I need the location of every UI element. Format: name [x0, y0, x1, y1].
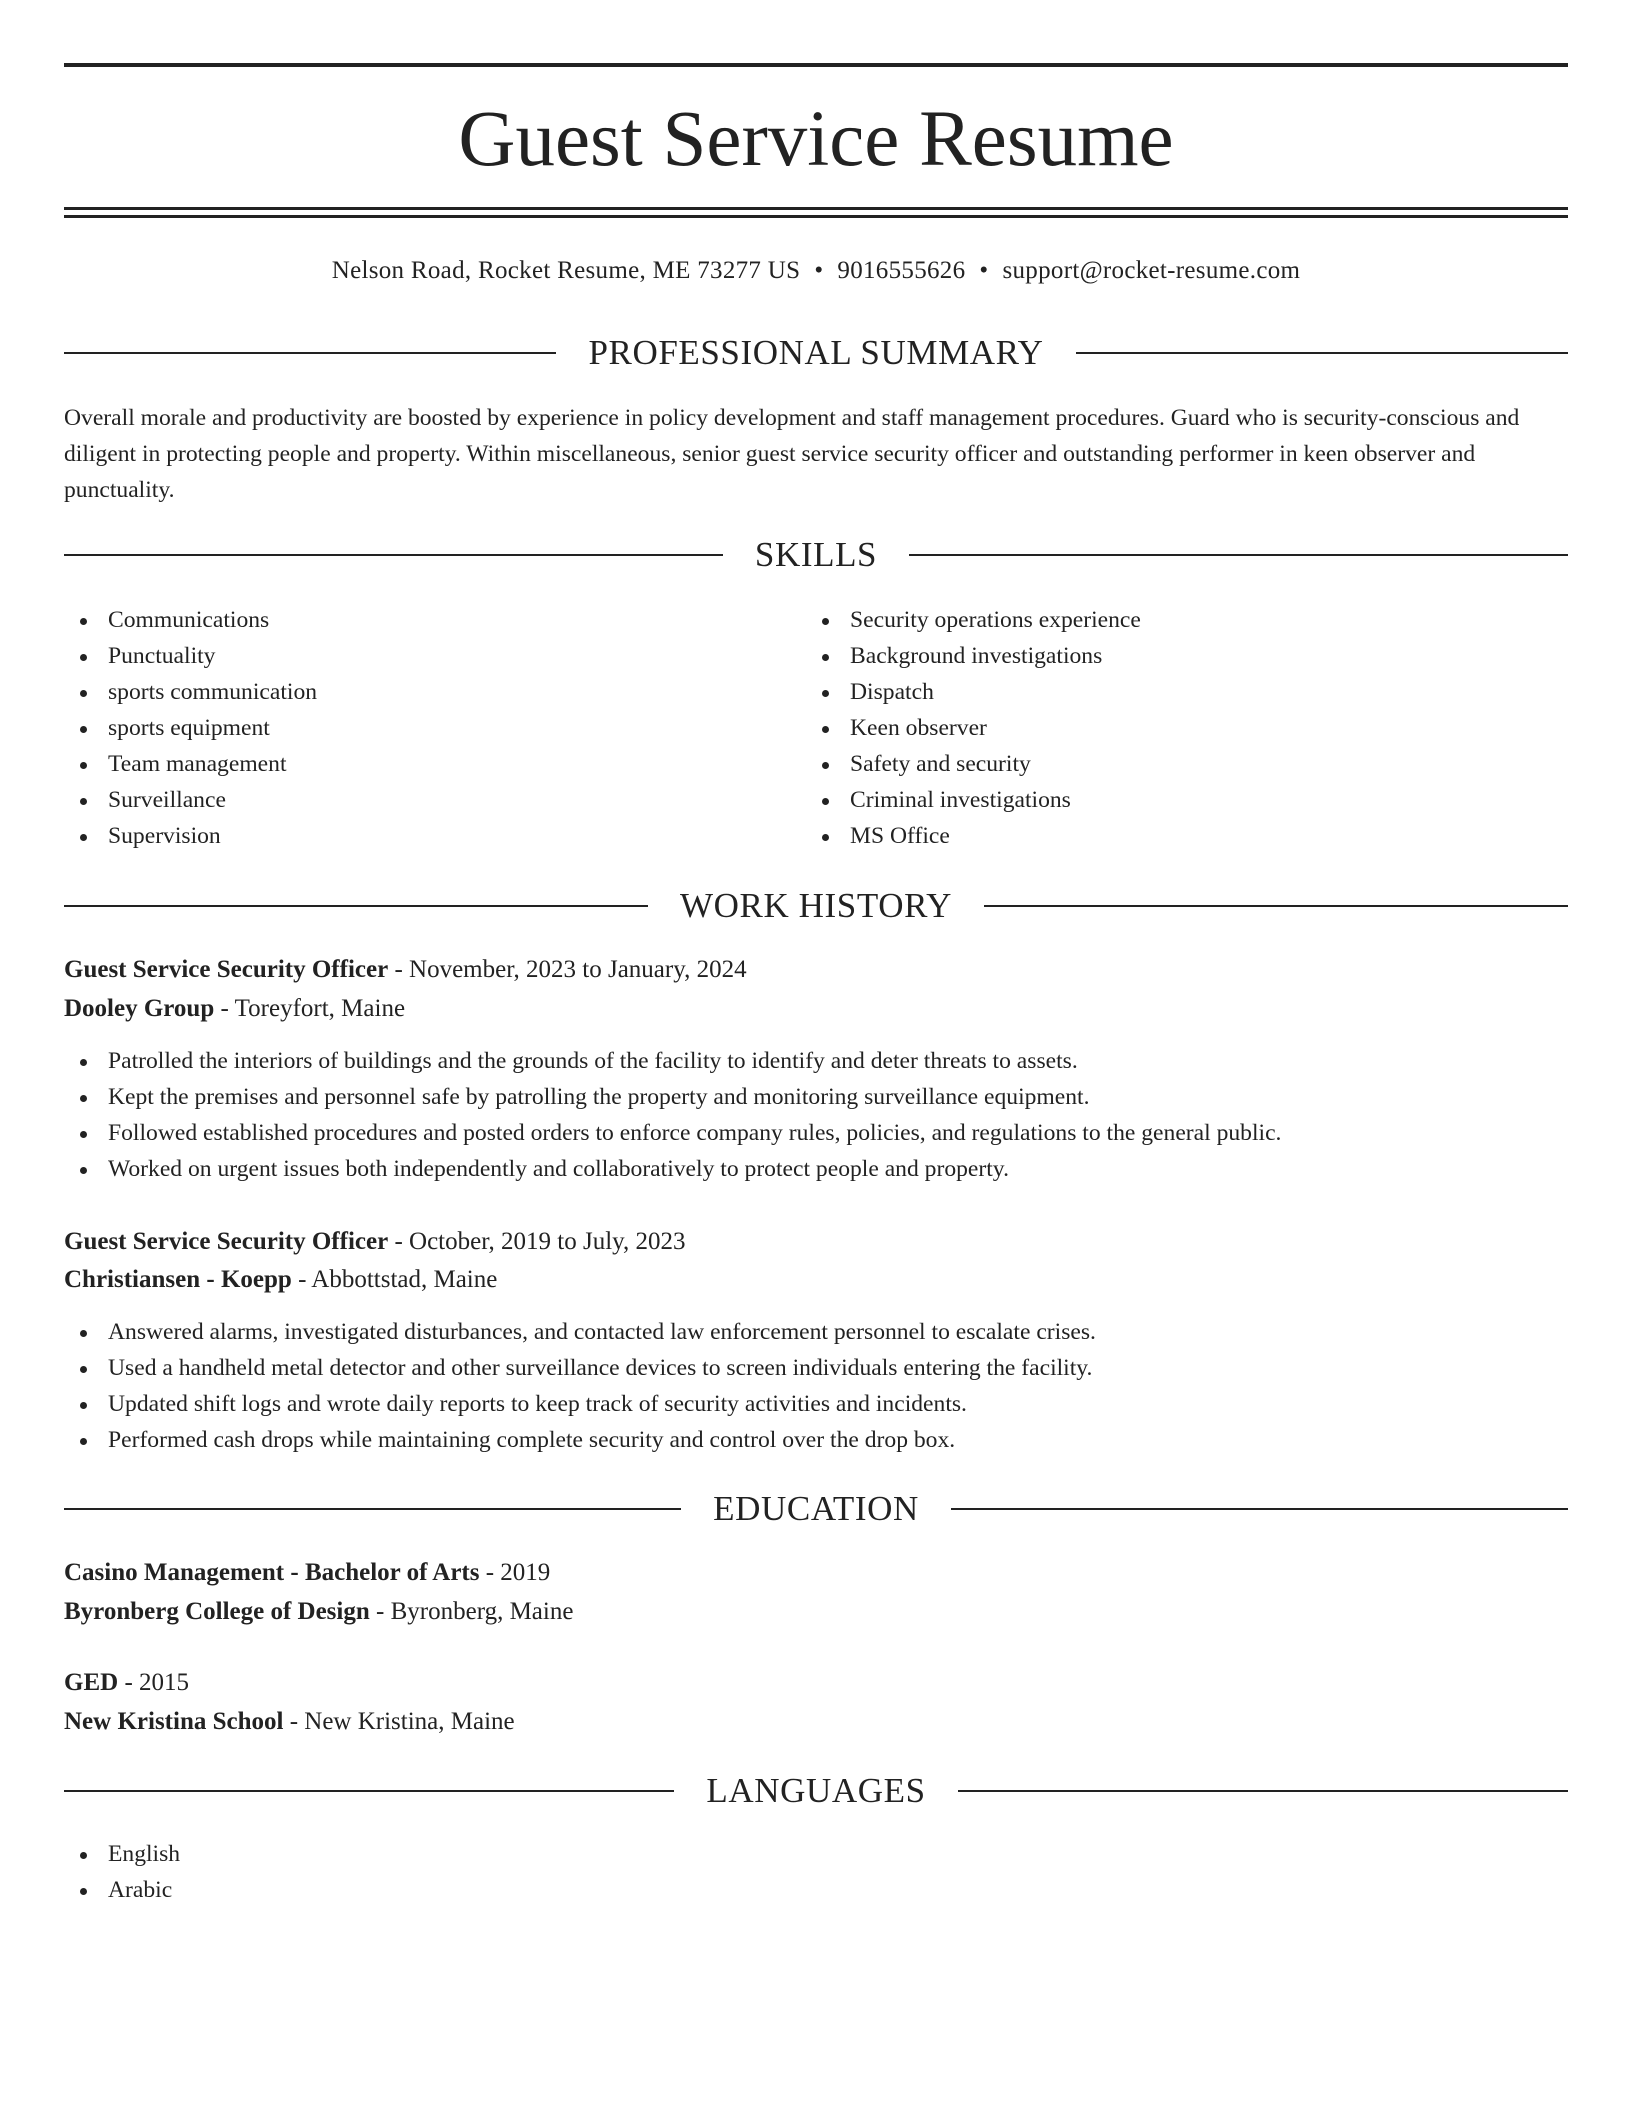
- job-title: Guest Service Security Officer: [64, 956, 389, 983]
- skill-item: Communications: [64, 602, 317, 638]
- heading-rule: [64, 554, 723, 556]
- education-year: 2019: [500, 1559, 551, 1586]
- education-school-line: New Kristina School - New Kristina, Maine: [64, 1708, 515, 1735]
- skills-heading-label: SKILLS: [754, 535, 878, 574]
- skill-item: sports communication: [64, 674, 317, 710]
- job-company-line: Christiansen - Koepp - Abbottstad, Maine: [64, 1266, 498, 1293]
- job-title-line: Guest Service Security Officer - October, 2019 to July, 2023: [64, 1228, 686, 1255]
- heading-rule: [1076, 352, 1568, 354]
- job-company-line: Dooley Group - Toreyfort, Maine: [64, 995, 406, 1022]
- contact-phone: 9016555626: [837, 257, 966, 284]
- job-title: Guest Service Security Officer: [64, 1228, 389, 1255]
- summary-heading-label: PROFESSIONAL SUMMARY: [588, 333, 1044, 372]
- job-location: Toreyfort, Maine: [234, 995, 406, 1022]
- job-title-line: Guest Service Security Officer - November, 2023 to January, 2024: [64, 956, 747, 983]
- heading-rule: [909, 554, 1568, 556]
- job-bullet: Used a handheld metal detector and other surveillance devices to screen individuals entering the facility.: [64, 1350, 1096, 1386]
- title-double-rule-upper: [64, 207, 1568, 210]
- job-bullets: [64, 1314, 1096, 1458]
- job-company: Dooley Group: [64, 995, 215, 1022]
- job-bullet: Updated shift logs and wrote daily reports to keep track of security activities and incidents.: [64, 1386, 1096, 1422]
- education-year: 2015: [139, 1669, 190, 1696]
- contact-separator: •: [814, 257, 824, 284]
- heading-rule: [984, 905, 1568, 907]
- education-degree-line: GED - 2015: [64, 1669, 190, 1696]
- job-bullet: Patrolled the interiors of buildings and the grounds of the facility to identify and deter threats to assets.: [64, 1043, 1281, 1079]
- job-bullet: Followed established procedures and posted orders to enforce company rules, policies, and regulations to the general public.: [64, 1115, 1281, 1151]
- languages-heading: [64, 1768, 1568, 1814]
- top-rule: [64, 63, 1568, 67]
- education-heading: [64, 1486, 1568, 1532]
- summary-text: Overall morale and productivity are boosted by experience in policy development and staff management procedures. Guard who is security-conscious and diligent in protecting people and property. Within miscellaneous, senior guest service security officer and outstanding performer in keen observer and punctuality.: [64, 405, 1520, 503]
- skill-item: Team management: [64, 746, 317, 782]
- contact-separator: •: [979, 257, 989, 284]
- skill-item: Keen observer: [806, 710, 1141, 746]
- heading-rule: [951, 1508, 1568, 1510]
- job-dates: October, 2019 to July, 2023: [409, 1228, 686, 1255]
- summary-heading: [64, 330, 1568, 376]
- work-heading-label: WORK HISTORY: [680, 886, 952, 925]
- job-bullet: Performed cash drops while maintaining complete security and control over the drop box.: [64, 1422, 1096, 1458]
- languages-list: [64, 1836, 180, 1908]
- heading-rule: [64, 352, 556, 354]
- skill-item: Criminal investigations: [806, 782, 1141, 818]
- languages-heading-label: LANGUAGES: [706, 1771, 926, 1810]
- heading-rule: [64, 905, 648, 907]
- skills-list-right: [806, 602, 1141, 854]
- skill-item: sports equipment: [64, 710, 317, 746]
- job-bullet: Answered alarms, investigated disturbances, and contacted law enforcement personnel to escalate crises.: [64, 1314, 1096, 1350]
- heading-rule: [64, 1508, 681, 1510]
- education-degree: GED: [64, 1669, 119, 1696]
- skill-item: Safety and security: [806, 746, 1141, 782]
- skills-heading: [64, 532, 1568, 578]
- education-location: Byronberg, Maine: [390, 1598, 574, 1625]
- education-school: Byronberg College of Design: [64, 1598, 370, 1625]
- language-item: Arabic: [64, 1872, 180, 1908]
- heading-rule: [958, 1790, 1568, 1792]
- education-heading-label: EDUCATION: [713, 1489, 919, 1528]
- skill-item: Background investigations: [806, 638, 1141, 674]
- skills-list-left: [64, 602, 317, 854]
- education-school: New Kristina School: [64, 1708, 284, 1735]
- job-dates: November, 2023 to January, 2024: [409, 956, 747, 983]
- job-company: Christiansen - Koepp: [64, 1266, 292, 1293]
- education-location: New Kristina, Maine: [304, 1708, 515, 1735]
- education-degree-line: Casino Management - Bachelor of Arts - 2019: [64, 1559, 551, 1586]
- skill-item: Surveillance: [64, 782, 317, 818]
- resume-title: Guest Service Resume: [458, 96, 1174, 183]
- job-bullet: Kept the premises and personnel safe by patrolling the property and monitoring surveillance equipment.: [64, 1079, 1281, 1115]
- job-bullets: [64, 1043, 1281, 1187]
- skill-item: Security operations experience: [806, 602, 1141, 638]
- heading-rule: [64, 1790, 674, 1792]
- job-bullet: Worked on urgent issues both independently and collaboratively to protect people and property.: [64, 1151, 1281, 1187]
- title-double-rule-lower: [64, 215, 1568, 218]
- skill-item: Punctuality: [64, 638, 317, 674]
- education-school-line: Byronberg College of Design - Byronberg, Maine: [64, 1598, 574, 1625]
- contact-address: Nelson Road, Rocket Resume, ME 73277 US: [331, 257, 801, 284]
- job-location: Abbottstad, Maine: [311, 1266, 498, 1293]
- work-heading: [64, 883, 1568, 929]
- skill-item: Dispatch: [806, 674, 1141, 710]
- skill-item: Supervision: [64, 818, 317, 854]
- contact-line: [64, 254, 1568, 288]
- skill-item: MS Office: [806, 818, 1141, 854]
- language-item: English: [64, 1836, 180, 1872]
- contact-email: support@rocket-resume.com: [1002, 257, 1301, 284]
- education-degree: Casino Management - Bachelor of Arts: [64, 1559, 480, 1586]
